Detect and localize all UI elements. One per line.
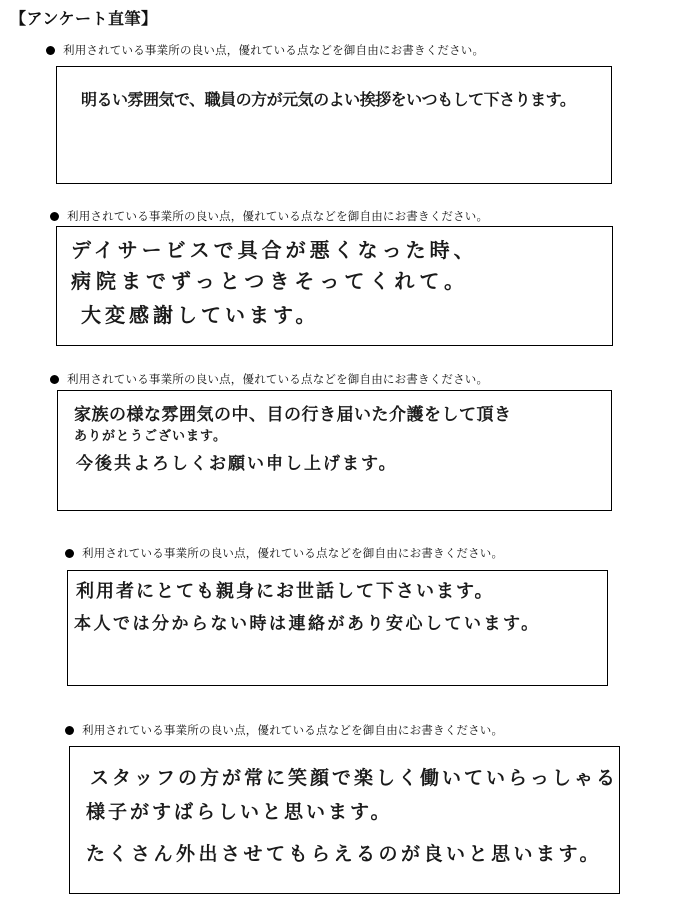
handwritten-line: 家族の様な雰囲気の中、目の行き届いた介護をして頂き — [74, 405, 512, 425]
answer-box — [56, 226, 613, 346]
handwritten-line: 利用者にとても親身にお世話して下さいます。 — [76, 581, 495, 602]
prompt-text: 利用されている事業所の良い点，優れている点などを御自由にお書きください。 — [63, 43, 485, 57]
handwritten-line: 今後共よろしくお願い申し上げます。 — [76, 454, 398, 474]
bullet-icon — [50, 375, 59, 384]
handwritten-line: 本人では分からない時は連絡があり安心しています。 — [74, 614, 541, 634]
page-title: 【アンケート直筆】 — [10, 9, 158, 28]
handwritten-line: ありがとうございます。 — [74, 429, 227, 444]
prompt-text: 利用されている事業所の良い点，優れている点などを御自由にお書きください。 — [82, 723, 504, 737]
handwritten-line: たくさん外出させてもらえるのが良いと思います。 — [86, 843, 602, 865]
bullet-icon — [65, 726, 74, 735]
answer-box — [56, 66, 612, 184]
prompt-text: 利用されている事業所の良い点，優れている点などを御自由にお書きください。 — [82, 546, 504, 560]
section-prompt — [65, 545, 503, 561]
handwritten-line: スタッフの方が常に笑顔で楽しく働いていらっしゃる — [90, 767, 619, 789]
answer-box — [57, 390, 612, 511]
section-prompt — [46, 42, 484, 58]
answer-box — [67, 570, 608, 686]
prompt-text: 利用されている事業所の良い点，優れている点などを御自由にお書きください。 — [67, 209, 489, 223]
bullet-icon — [65, 549, 74, 558]
answer-box — [69, 746, 620, 894]
section-prompt — [50, 371, 488, 387]
section-prompt — [65, 722, 503, 738]
handwritten-line: 病院までずっとつきそってくれて。 — [71, 269, 469, 293]
handwritten-line: 明るい雰囲気で、職員の方が元気のよい挨拶をいつもして下さります。 — [81, 90, 576, 109]
bullet-icon — [46, 46, 55, 55]
bullet-icon — [50, 212, 59, 221]
handwritten-line: 様子がすばらしいと思います。 — [86, 801, 393, 823]
handwritten-line: デイサービスで具合が悪くなった時、 — [71, 238, 478, 262]
section-prompt — [50, 208, 488, 224]
handwritten-line: 大変感謝しています。 — [81, 303, 320, 327]
prompt-text: 利用されている事業所の良い点，優れている点などを御自由にお書きください。 — [67, 372, 489, 386]
